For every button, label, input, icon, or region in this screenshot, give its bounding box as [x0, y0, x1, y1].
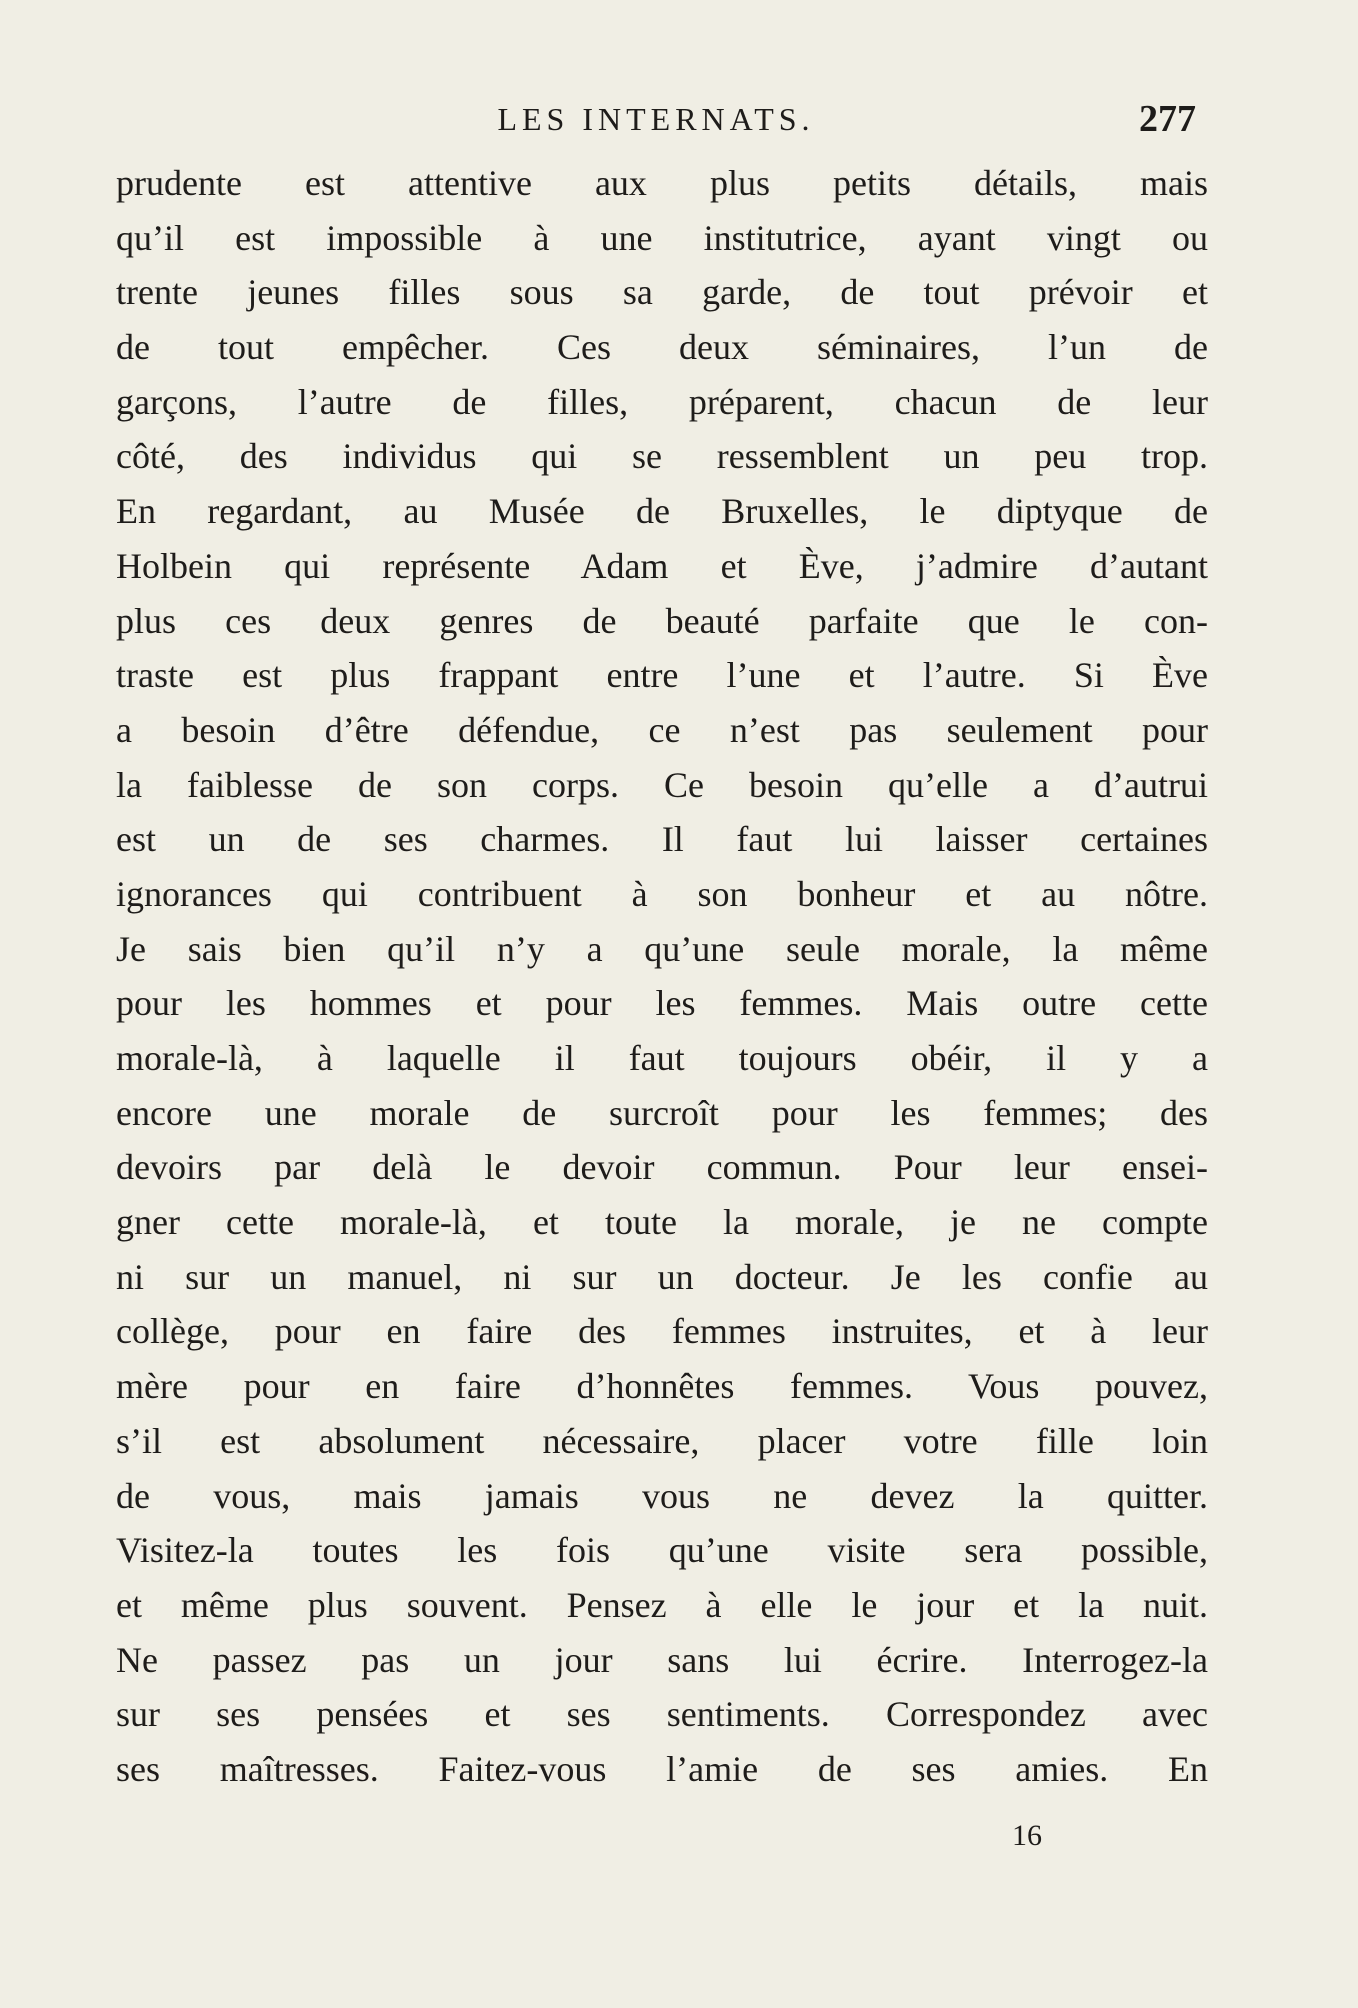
text-line: de vous, mais jamais vous ne devez la quitter. [116, 1475, 1208, 1516]
text-line: traste est plus frappant entre l’une et l’autre. Si Ève [116, 655, 1208, 696]
text-line: ni sur un manuel, ni sur un docteur. Je les confie au [116, 1256, 1208, 1297]
text-line: garçons, l’autre de filles, préparent, chacun de leur [116, 381, 1208, 422]
text-line: prudente est attentive aux plus petits détails, mais [116, 163, 1208, 203]
text-line: est un de ses charmes. Il faut lui laisser certaines [116, 819, 1208, 860]
text-line: qu’il est impossible à une institutrice, ayant vingt ou [116, 217, 1208, 258]
page-header [116, 94, 1196, 144]
text-line: s’il est absolument nécessaire, placer votre fille loin [116, 1420, 1208, 1461]
text-line: Je sais bien qu’il n’y a qu’une seule morale, la même [116, 928, 1208, 969]
text-line: En regardant, au Musée de Bruxelles, le diptyque de [116, 491, 1208, 532]
running-title: LES INTERNATS. [497, 101, 815, 137]
text-line: a besoin d’être défendue, ce n’est pas seulement pour [116, 709, 1208, 750]
text-line: sur ses pensées et ses sentiments. Correspondez avec [116, 1694, 1208, 1735]
text-line: Holbein qui représente Adam et Ève, j’admire d’autant [116, 545, 1208, 586]
text-line: mère pour en faire d’honnêtes femmes. Vous pouvez, [116, 1366, 1208, 1407]
text-line: trente jeunes filles sous sa garde, de tout prévoir et [116, 272, 1208, 313]
text-line: Ne passez pas un jour sans lui écrire. Interrogez-la [116, 1639, 1208, 1680]
text-line: Visitez-la toutes les fois qu’une visite sera possible, [116, 1530, 1208, 1571]
text-line: et même plus souvent. Pensez à elle le jour et la nuit. [116, 1584, 1208, 1625]
text-line: gner cette morale-là, et toute la morale, je ne compte [116, 1202, 1208, 1243]
text-line: côté, des individus qui se ressemblent un peu trop. [116, 436, 1208, 477]
text-line: plus ces deux genres de beauté parfaite que le con- [116, 600, 1208, 641]
text-line: encore une morale de surcroît pour les femmes; des [116, 1092, 1208, 1133]
text-line: morale-là, à laquelle il faut toujours obéir, il y a [116, 1038, 1208, 1078]
text-line: la faiblesse de son corps. Ce besoin qu’elle a d’autrui [116, 764, 1208, 805]
text-line: de tout empêcher. Ces deux séminaires, l’un de [116, 327, 1208, 368]
text-line: ses maîtresses. Faitez-vous l’amie de ses amies. En [116, 1748, 1208, 1789]
body-text [116, 156, 1208, 1797]
page-number: 277 [1139, 98, 1196, 140]
signature-mark: 16 [1012, 1819, 1042, 1852]
text-line: ignorances qui contribuent à son bonheur et au nôtre. [116, 873, 1208, 914]
text-line: collège, pour en faire des femmes instruites, et à leur [116, 1311, 1208, 1352]
text-line: pour les hommes et pour les femmes. Mais outre cette [116, 983, 1208, 1024]
text-line: devoirs par delà le devoir commun. Pour leur ensei- [116, 1147, 1208, 1188]
